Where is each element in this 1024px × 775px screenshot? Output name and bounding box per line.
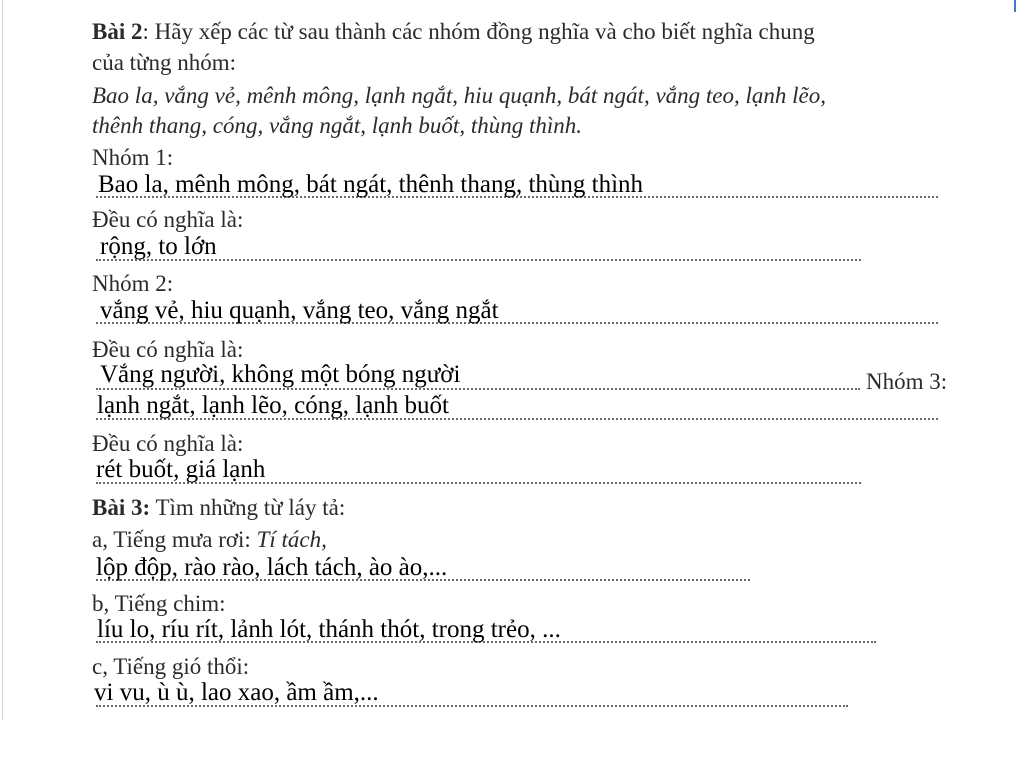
page-border	[2, 0, 3, 720]
bai3-a-label: a, Tiếng mưa rơi:	[92, 527, 257, 552]
group2-answer: vắng vẻ, hiu quạnh, vắng teo, vắng ngắt	[100, 297, 499, 324]
bai2-prompt-text: : Hãy xếp các từ sau thành các nhóm đồng nghĩa và cho biết nghĩa chung	[142, 19, 815, 44]
bai3-prompt-text: Tìm những từ láy tả:	[150, 495, 346, 520]
group2-label: Nhóm 2:	[92, 271, 174, 296]
bai2-prompt-line2: của từng nhóm:	[92, 50, 237, 75]
group1-meaning: rộng, to lớn	[100, 233, 217, 260]
bai3-label: Bài 3:	[92, 495, 151, 520]
group1-label: Nhóm 1:	[92, 145, 174, 170]
group3-label: Nhóm 3:	[866, 369, 948, 394]
window-edge	[1014, 0, 1016, 12]
group3-meaning: rét buốt, giá lạnh	[96, 456, 266, 483]
bai3-a-example: Tí tách,	[256, 527, 327, 552]
bai3-b-answer: líu lo, ríu rít, lảnh lót, thánh thót, trong trẻo, ...	[97, 616, 561, 643]
bai3-prompt	[92, 494, 345, 522]
bai3-c-label: c, Tiếng gió thổi:	[92, 654, 250, 679]
bai2-prompt	[92, 18, 815, 46]
group2-meaning: Vắng người, không một bóng người	[100, 361, 461, 388]
group1-meaning-label: Đều có nghĩa là:	[92, 207, 244, 232]
bai3-a-line	[92, 526, 327, 554]
word-list-line2: thênh thang, cóng, vắng ngắt, lạnh buốt, thùng thình.	[92, 113, 582, 138]
group3-meaning-label: Đều có nghĩa là:	[92, 431, 244, 456]
bai2-label: Bài 2	[92, 19, 143, 44]
bai3-b-label: b, Tiếng chim:	[92, 591, 226, 616]
bai3-a-answer: lộp độp, rào rào, lách tách, ào ào,...	[96, 554, 448, 581]
group1-answer: Bao la, mênh mông, bát ngát, thênh thang, thùng thình	[98, 171, 644, 198]
group3-answer: lạnh ngắt, lạnh lẽo, cóng, lạnh buốt	[97, 392, 450, 419]
bai3-c-answer: vi vu, ù ù, lao xao, ầm ầm,...	[94, 679, 379, 706]
group2-meaning-label: Đều có nghĩa là:	[92, 337, 244, 362]
word-list-line1: Bao la, vắng vẻ, mênh mông, lạnh ngắt, hiu quạnh, bát ngát, vắng teo, lạnh lẽo,	[92, 83, 826, 108]
